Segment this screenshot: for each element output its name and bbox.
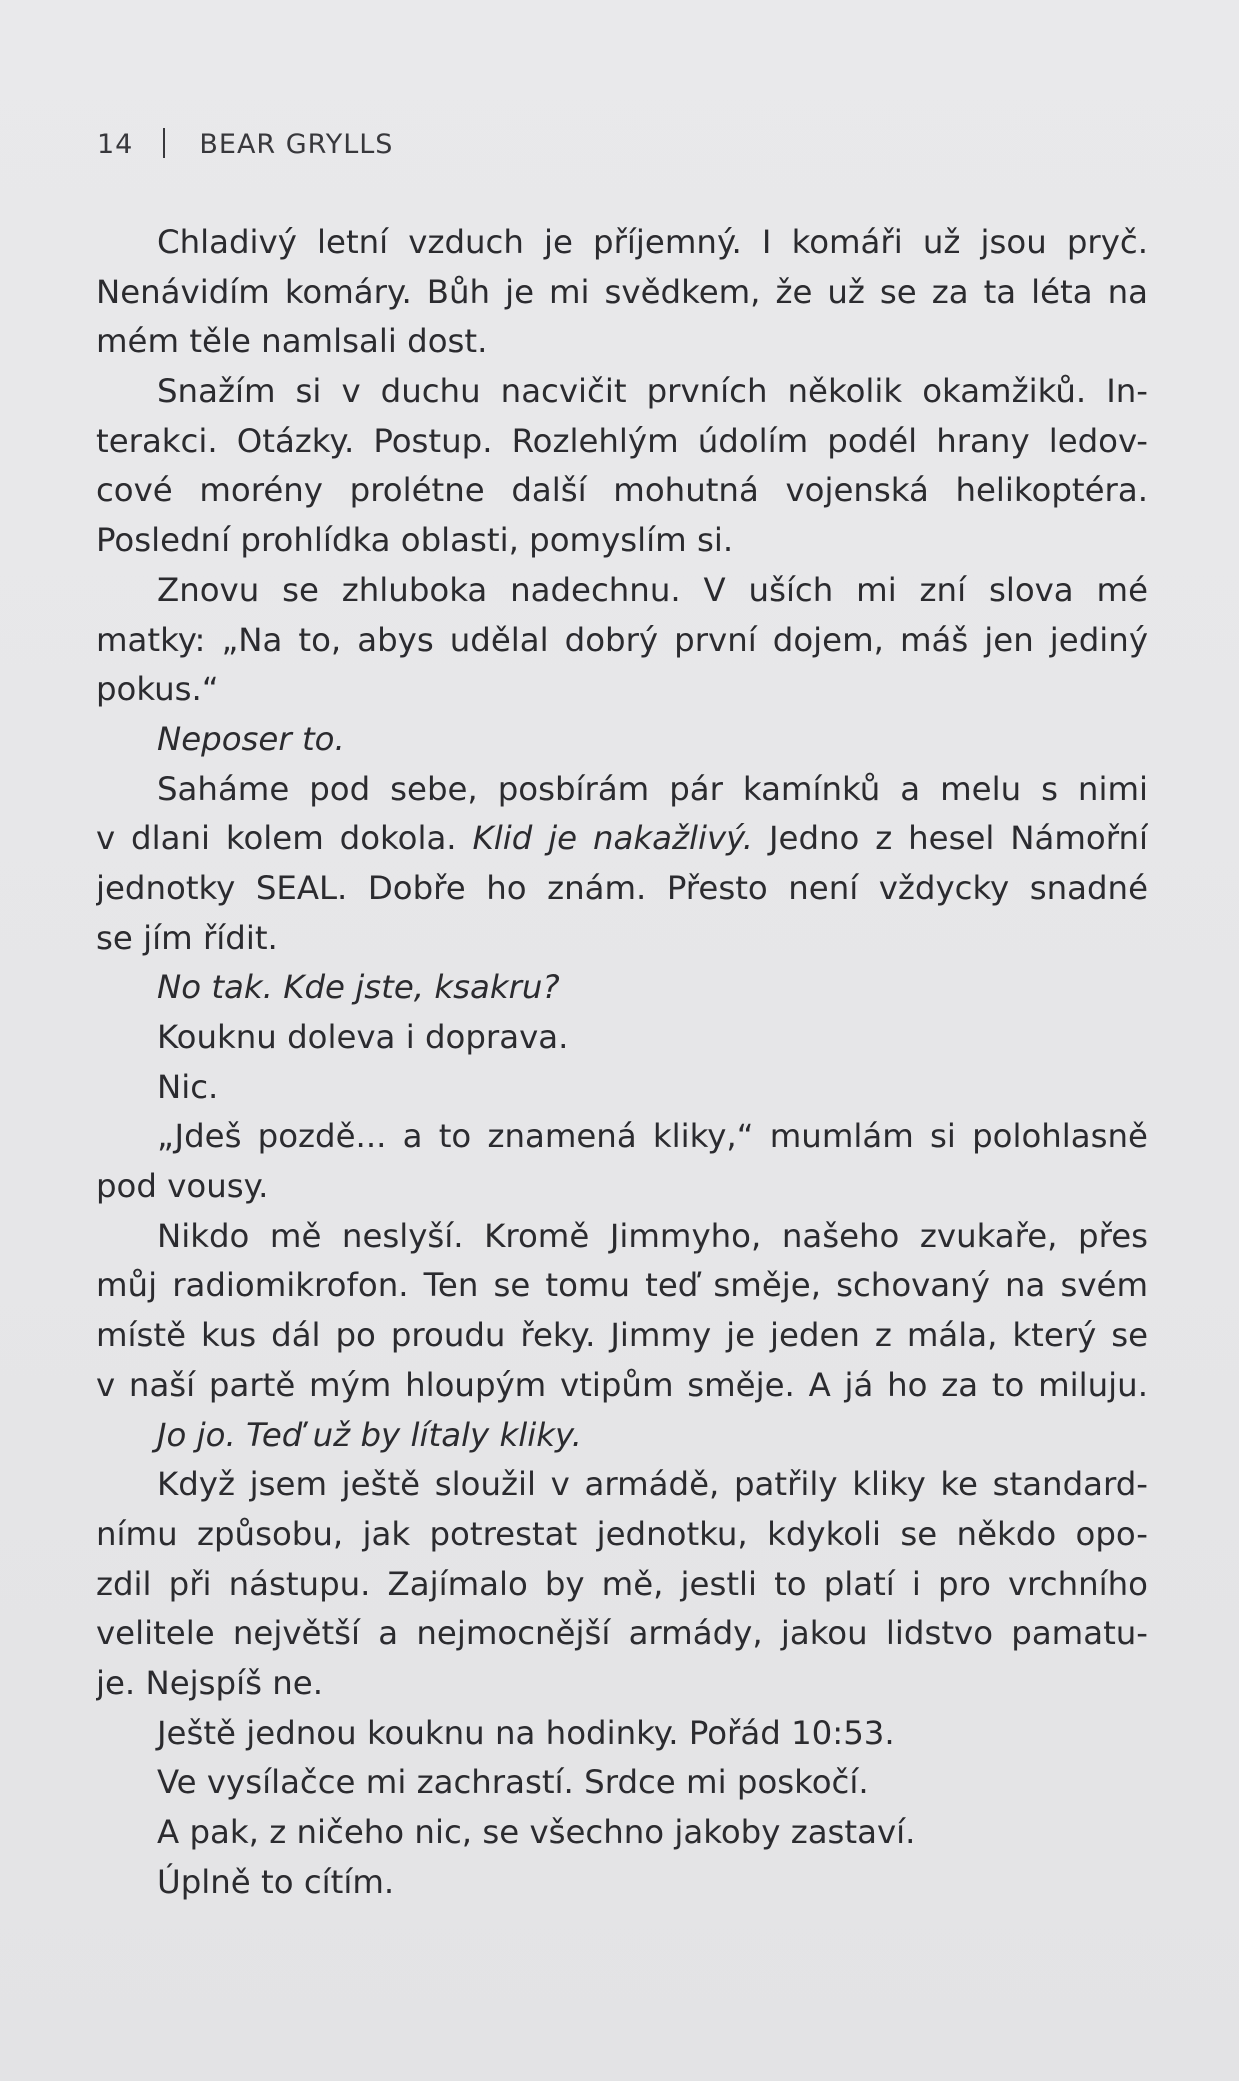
- running-head: [97, 128, 393, 160]
- text-run: nímu způsobu, jak potrestat jednotku, kdykoli se někdo opo-: [96, 1514, 1148, 1553]
- text-line: [96, 914, 1148, 964]
- text-line: [96, 1212, 1148, 1262]
- text-run: Nenávidím komáry. Bůh je mi svědkem, že už se za ta léta na: [96, 272, 1148, 311]
- text-line: [96, 1510, 1148, 1560]
- text-line: [96, 1411, 1148, 1461]
- text-run: cové morény prolétne další mohutná vojenská helikoptéra.: [96, 471, 1148, 510]
- text-run: můj radiomikrofon. Ten se tomu teď směje, schovaný na svém: [96, 1266, 1148, 1305]
- text-line: [96, 417, 1148, 467]
- body-text: [96, 218, 1148, 1907]
- text-line: [96, 1560, 1148, 1610]
- text-line: [96, 1758, 1148, 1808]
- text-line: [96, 516, 1148, 566]
- text-line: [96, 1361, 1148, 1411]
- text-line: [96, 665, 1148, 715]
- text-run: je. Nejspíš ne.: [96, 1663, 324, 1702]
- text-line: [96, 1162, 1148, 1212]
- text-line: [96, 317, 1148, 367]
- page-number: 14: [97, 129, 134, 160]
- text-line: [96, 466, 1148, 516]
- text-run: velitele největší a nejmocnější armády, jakou lidstvo pamatu-: [96, 1614, 1148, 1653]
- italic-text: Jo jo. Teď už by lítaly kliky.: [157, 1415, 582, 1454]
- text-run: jednotky SEAL. Dobře ho znám. Přesto není vždycky snadné: [96, 868, 1148, 907]
- text-run: se jím řídit.: [96, 918, 278, 957]
- text-run: Jedno z hesel Námořní: [753, 819, 1148, 858]
- text-run: terakci. Otázky. Postup. Rozlehlým údolím podél hrany ledov-: [96, 421, 1148, 460]
- text-line: [96, 367, 1148, 417]
- text-line: [96, 1709, 1148, 1759]
- text-run: Saháme pod sebe, posbírám pár kamínků a melu s nimi: [157, 769, 1148, 808]
- text-run: Úplně to cítím.: [157, 1862, 395, 1901]
- text-run: v dlani kolem dokola.: [96, 819, 473, 858]
- book-author: BEAR GRYLLS: [199, 129, 394, 160]
- text-line: [96, 963, 1148, 1013]
- text-run: v naší partě mým hloupým vtipům směje. A já ho za to miluju.: [96, 1365, 1148, 1404]
- text-line: [96, 814, 1148, 864]
- text-line: [96, 715, 1148, 765]
- text-run: zdil při nástupu. Zajímalo by mě, jestli to platí i pro vrchního: [96, 1564, 1148, 1603]
- text-run: Poslední prohlídka oblasti, pomyslím si.: [96, 521, 734, 560]
- header-separator: [163, 128, 165, 158]
- text-run: místě kus dál po proudu řeky. Jimmy je jeden z mála, který se: [96, 1316, 1148, 1355]
- text-line: [96, 1112, 1148, 1162]
- text-run: Když jsem ještě sloužil v armádě, patřily kliky ke standard-: [157, 1465, 1148, 1504]
- text-line: [96, 218, 1148, 268]
- italic-text: No tak. Kde jste, ksakru?: [157, 968, 560, 1007]
- text-run: pod vousy.: [96, 1167, 269, 1206]
- text-line: [96, 765, 1148, 815]
- text-line: [96, 1460, 1148, 1510]
- text-run: Nic.: [157, 1067, 219, 1106]
- italic-text: Neposer to.: [157, 719, 345, 758]
- italic-text: Klid je nakažlivý.: [472, 819, 754, 858]
- text-run: A pak, z ničeho nic, se všechno jakoby zastaví.: [157, 1813, 916, 1851]
- text-run: Ve vysílačce mi zachrastí. Srdce mi poskočí.: [157, 1763, 869, 1802]
- text-line: [96, 1609, 1148, 1659]
- text-run: Znovu se zhluboka nadechnu. V uších mi zní slova mé: [157, 570, 1148, 609]
- text-run: Nikdo mě neslyší. Kromě Jimmyho, našeho zvukaře, přes: [157, 1216, 1148, 1255]
- text-run: Snažím si v duchu nacvičit prvních několik okamžiků. In-: [157, 372, 1148, 411]
- text-line: [96, 1261, 1148, 1311]
- text-line: [96, 616, 1148, 666]
- text-line: [96, 566, 1148, 616]
- text-line: [96, 1659, 1148, 1709]
- text-run: mém těle namlsali dost.: [96, 322, 488, 361]
- text-line: [96, 864, 1148, 914]
- text-line: [96, 1311, 1148, 1361]
- text-run: Kouknu doleva i doprava.: [157, 1018, 569, 1056]
- text-run: matky: „Na to, abys udělal dobrý první dojem, máš jen jediný: [96, 620, 1148, 659]
- text-run: Chladivý letní vzduch je příjemný. I komáři už jsou pryč.: [157, 223, 1148, 261]
- text-line: [96, 1858, 1148, 1908]
- text-run: Ještě jednou kouknu na hodinky. Pořád 10:53.: [157, 1713, 895, 1752]
- text-line: [96, 1013, 1148, 1063]
- text-line: [96, 1808, 1148, 1858]
- text-line: [96, 1063, 1148, 1113]
- text-line: [96, 268, 1148, 318]
- text-run: „Jdeš pozdě... a to znamená kliky,“ mumlám si polohlasně: [157, 1117, 1148, 1156]
- text-run: pokus.“: [96, 670, 219, 709]
